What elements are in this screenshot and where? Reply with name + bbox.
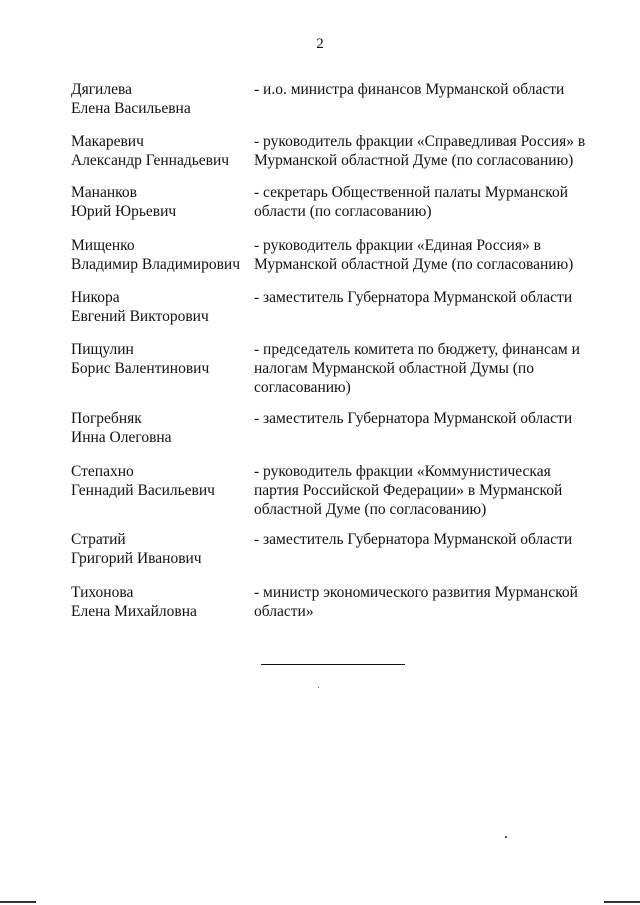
role-line: - заместитель Губернатора Мурманской области <box>254 289 573 306</box>
role-line: областной Думе (по согласованию) <box>254 501 487 518</box>
member-role <box>254 583 589 621</box>
role-line: области» <box>254 603 314 620</box>
role-line: - заместитель Губернатора Мурманской области <box>254 410 573 427</box>
member-surname: Погребняк <box>71 410 142 427</box>
member-surname: Степахно <box>71 463 134 480</box>
member-given-names: Инна Олеговна <box>71 429 172 446</box>
member-role <box>254 530 589 549</box>
member-role <box>254 340 589 397</box>
member-name <box>71 236 246 274</box>
member-given-names: Елена Васильевна <box>71 100 191 117</box>
member-surname: Мищенко <box>71 237 135 254</box>
member-name <box>71 288 246 326</box>
member-surname: Пищулин <box>71 341 134 358</box>
member-name <box>71 80 246 118</box>
member-name <box>71 409 246 447</box>
member-name <box>71 340 246 378</box>
member-name <box>71 132 246 170</box>
member-given-names: Евгений Викторович <box>71 308 209 325</box>
role-line: - руководитель фракции «Единая Россия» в <box>254 237 541 254</box>
role-line: налогам Мурманской областной Думы (по <box>254 360 534 377</box>
member-given-names: Григорий Иванович <box>71 550 202 567</box>
member-role <box>254 462 589 519</box>
member-role <box>254 236 589 274</box>
role-line: - председатель комитета по бюджету, финансам и <box>254 341 580 358</box>
member-given-names: Елена Михайловна <box>71 603 197 620</box>
scan-edge-mark <box>604 901 640 903</box>
member-surname: Дягилева <box>71 81 132 98</box>
role-line: области (по согласованию) <box>254 203 432 220</box>
member-name <box>71 462 246 500</box>
role-line: Мурманской областной Думе (по согласованию) <box>254 256 574 273</box>
member-surname: Тихонова <box>71 584 134 601</box>
role-line: - руководитель фракции «Коммунистическая <box>254 463 551 480</box>
role-line: - руководитель фракции «Справедливая Россия» в <box>254 133 586 150</box>
member-surname: Макаревич <box>71 133 144 150</box>
role-line: партия Российской Федерации» в Мурманской <box>254 482 563 499</box>
role-line: - министр экономического развития Мурманской <box>254 584 578 601</box>
member-given-names: Борис Валентинович <box>71 360 210 377</box>
end-of-list-rule <box>261 664 405 665</box>
member-name <box>71 530 246 568</box>
member-surname: Стратий <box>71 531 126 548</box>
member-given-names: Геннадий Васильевич <box>71 482 215 499</box>
member-role <box>254 409 589 428</box>
role-line: Мурманской областной Думе (по согласованию) <box>254 152 574 169</box>
scan-speck <box>318 687 319 688</box>
member-role <box>254 132 589 170</box>
role-line: - заместитель Губернатора Мурманской области <box>254 531 573 548</box>
member-surname: Мананков <box>71 184 137 201</box>
member-name <box>71 183 246 221</box>
role-line: согласованию) <box>254 379 351 396</box>
member-given-names: Юрий Юрьевич <box>71 203 177 220</box>
member-given-names: Александр Геннадьевич <box>71 152 230 169</box>
member-role <box>254 80 589 99</box>
member-surname: Никора <box>71 289 120 306</box>
role-line: - и.о. министра финансов Мурманской области <box>254 81 565 98</box>
scan-speck <box>505 836 507 838</box>
scan-edge-mark <box>0 901 36 903</box>
member-given-names: Владимир Владимирович <box>71 256 241 273</box>
member-role <box>254 288 589 307</box>
member-role <box>254 183 589 221</box>
role-line: - секретарь Общественной палаты Мурманской <box>254 184 569 201</box>
page-number: 2 <box>316 36 324 52</box>
member-name <box>71 583 246 621</box>
